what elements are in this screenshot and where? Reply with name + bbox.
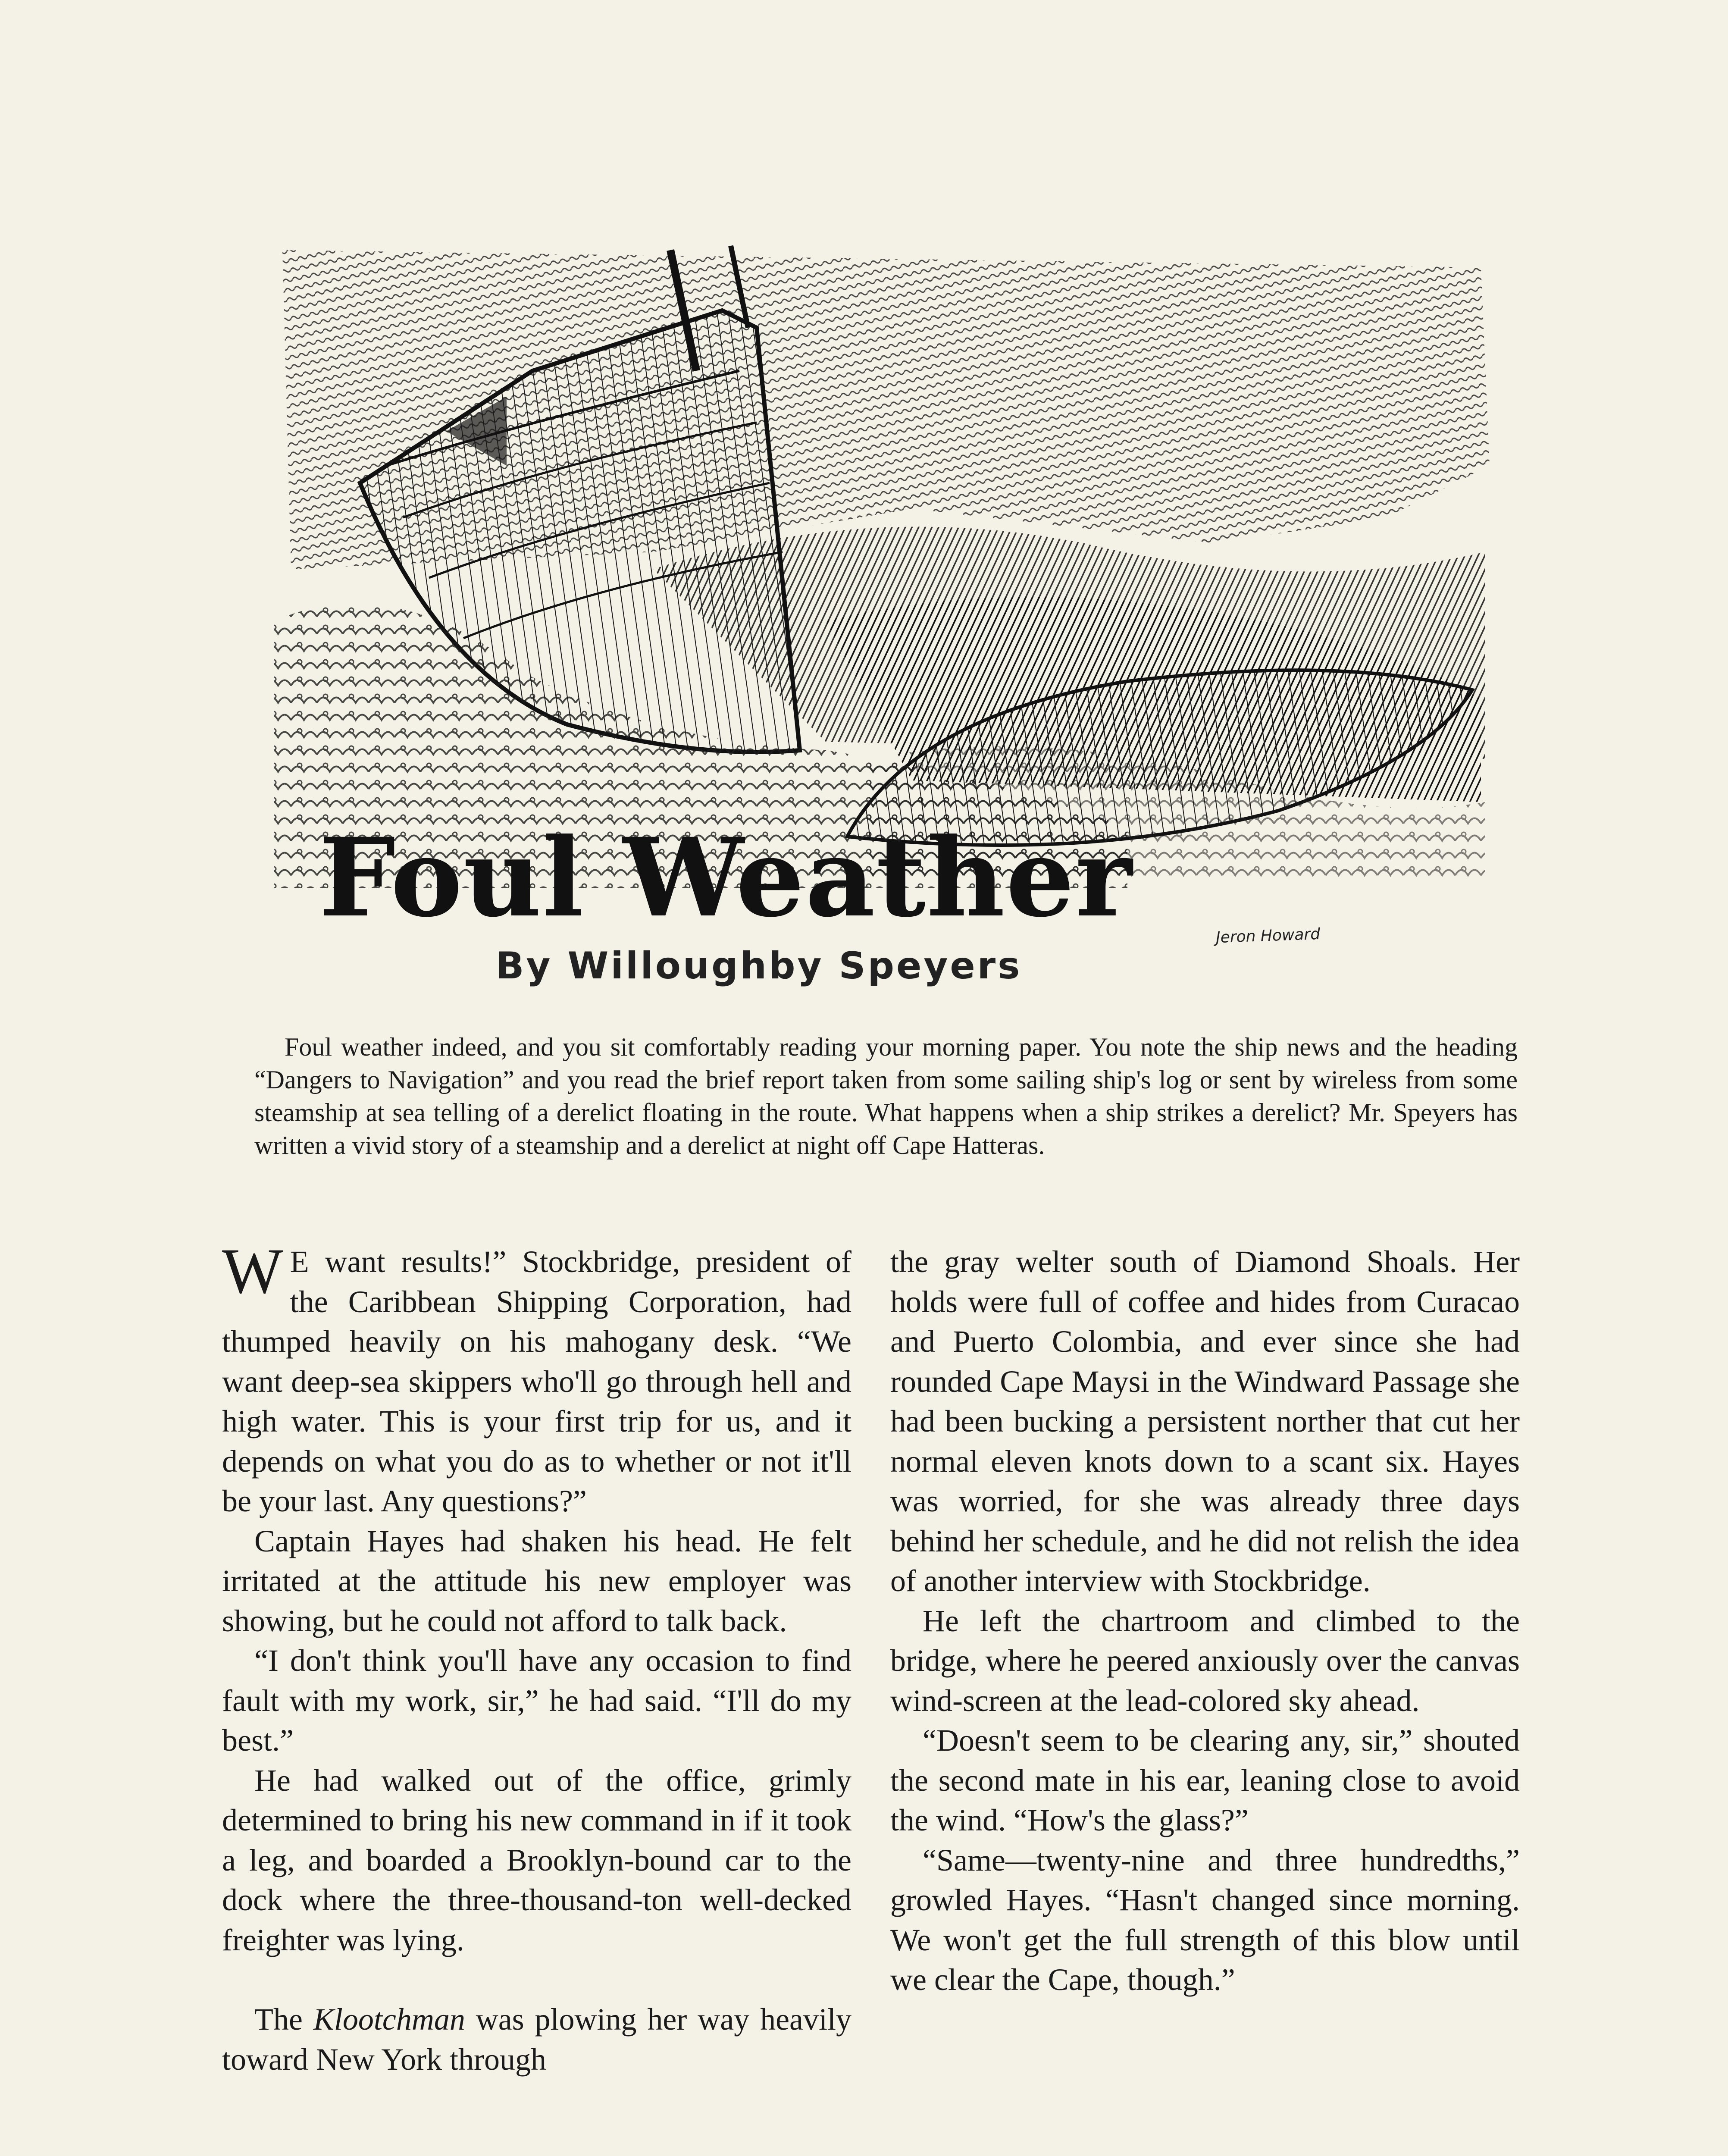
paragraph: He left the chartroom and climbed to the bridge, where he peered anxiously over the canvas wind-screen at the lead-colored sky ahead.	[890, 1603, 1520, 1718]
paragraph	[222, 1999, 851, 2079]
ship-derelict-drawing	[265, 241, 1494, 897]
paragraph: “Doesn't seem to be clearing any, sir,” shouted the second mate in his ear, leaning close to avoid the wind. “How's the glass?”	[890, 1723, 1520, 1837]
drop-cap: W	[222, 1235, 283, 1307]
text-column-left	[222, 1235, 851, 2079]
paragraph: the gray welter south of Diamond Shoals. Her holds were full of coffee and hides from Curacao and Puerto Colombia, and ever since she had rounded Cape Maysi in the Windward Passage she had been bucking a persistent norther that cut her normal eleven knots down to a scant six. Hayes was worried, for she was already three days behind her schedule, and he did not relish the idea of another interview with Stockbridge.	[890, 1244, 1520, 1598]
paragraph: “I don't think you'll have any occasion to find fault with my work, sir,” he had said. “I'll do my best.”	[222, 1643, 851, 1758]
text-column-right	[890, 1242, 1520, 2000]
artist-signature: Jeron Howard	[1215, 925, 1321, 947]
story-byline: By Willoughby Speyers	[496, 944, 1022, 987]
paragraph: Captain Hayes had shaken his head. He felt irritated at the attitude his new employer was showing, but he could not afford to talk back.	[222, 1523, 851, 1638]
paragraph-text: E want results!” Stockbridge, president of the Caribbean Shipping Corporation, had thumped heavily on his mahogany desk. “We want deep-sea skippers who'll go through hell and high water. This is your first trip for us, and it depends on what you do as to whether or not it'll be your last. Any questions?”	[222, 1244, 851, 1518]
story-intro	[254, 1031, 1518, 1162]
paragraph: “Same—twenty-nine and three hundredths,” growled Hayes. “Hasn't changed since morning. We won't get the full strength of this blow until we clear the Cape, though.”	[890, 1843, 1520, 1997]
ship-storm-illustration	[265, 241, 1494, 897]
ship-name: Klootchman	[313, 2002, 465, 2037]
paragraph-text: The	[254, 2002, 313, 2037]
paragraph-text: was plowing her way heavily toward New York through	[222, 2002, 851, 2077]
intro-paragraph: Foul weather indeed, and you sit comfortably reading your morning paper. You note the ship news and the heading “Dangers to Navigation” and you read the brief report taken from some sailing ship's log or sent by wireless from some steamship at sea telling of a derelict floating in the route. What happens when a ship strikes a derelict? Mr. Speyers has written a vivid story of a steamship and a derelict at night off Cape Hatteras.	[254, 1033, 1518, 1159]
paragraph	[222, 1235, 851, 1521]
paragraph: He had walked out of the office, grimly determined to bring his new command in if it took a leg, and boarded a Brooklyn-bound car to the dock where the three-thousand-ton well-decked freighter was lying.	[222, 1763, 851, 1957]
section-break	[222, 1960, 851, 1999]
story-title: Foul Weather	[319, 814, 1133, 941]
